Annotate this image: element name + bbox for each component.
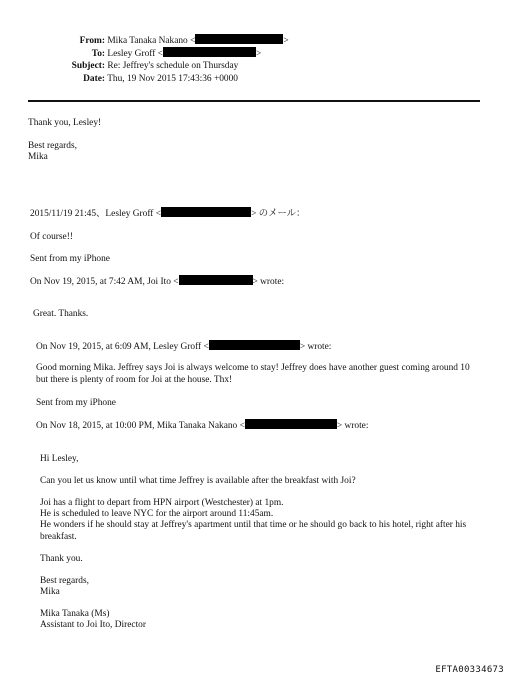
- header-from: [40, 34, 289, 47]
- signature-name: Mika Tanaka (Ms): [40, 609, 110, 619]
- quote4-para-line: He is scheduled to leave NYC for the airport around 11:45am.: [40, 509, 274, 519]
- bracket-close: >: [255, 49, 262, 59]
- date-label: Date:: [83, 74, 105, 84]
- redaction-box: [209, 340, 300, 350]
- subject-value: Re: Jeffrey's schedule on Thursday: [107, 61, 239, 71]
- quote1-header-suffix: > のメール：: [251, 209, 306, 219]
- quote1-sent: Sent from my iPhone: [30, 254, 110, 264]
- redaction-box: [195, 34, 283, 44]
- quote3-header-suffix: > wrote:: [299, 342, 332, 352]
- signature-title: Assistant to Joi Ito, Director: [40, 620, 146, 630]
- quote4-greeting: Hi Lesley,: [40, 454, 79, 464]
- quote2-line: Great. Thanks.: [33, 309, 89, 319]
- subject-label: Subject:: [71, 61, 105, 71]
- redaction-box: [179, 275, 253, 285]
- redaction-box: [245, 419, 337, 429]
- quote1-header: [30, 207, 305, 220]
- reply-text: Thank you, Lesley!: [28, 118, 102, 128]
- from-name: Mika Tanaka Nakano <: [107, 36, 196, 46]
- attribution-suffix: > wrote:: [336, 421, 369, 431]
- quote3-body: Good morning Mika. Jeffrey says Joi is always welcome to stay! Jeffrey does have another guest coming around 10 but there is plenty of room for Joi at the house. Thx!: [36, 363, 470, 385]
- quote4-para-line: He wonders if he should stay at Jeffrey's apartment until that time or he should go back to his hotel, right after his breakfast.: [40, 520, 467, 542]
- attribution-suffix: > wrote:: [252, 277, 285, 287]
- quote3-sent: Sent from my iPhone: [36, 398, 116, 408]
- quote1-header-prefix: 2015/11/19 21:45、Lesley Groff <: [30, 209, 162, 219]
- bracket-close: >: [283, 36, 289, 46]
- quote3-header-prefix: On Nov 19, 2015, at 6:09 AM, Lesley Groff <: [36, 342, 209, 352]
- quote4-question: Can you let us know until what time Jeffrey is available after the breakfast with Joi?: [40, 476, 356, 486]
- header-date: [40, 73, 238, 85]
- attribution-prefix: On Nov 19, 2015, at 7:42 AM, Joi Ito <: [30, 277, 179, 287]
- reply-regards: Best regards,: [28, 141, 77, 151]
- quote1-attribution: [30, 275, 284, 288]
- reply-name: Mika: [28, 152, 48, 162]
- attribution-prefix: On Nov 18, 2015, at 10:00 PM, Mika Tanaka Nakano <: [36, 421, 245, 431]
- header-subject: [40, 60, 238, 72]
- redaction-box: [161, 207, 251, 217]
- to-label: To:: [91, 49, 105, 59]
- quote4-regards: Best regards,: [40, 576, 89, 586]
- date-value: Thu, 19 Nov 2015 17:43:36 +0000: [107, 74, 238, 84]
- quote3-attribution: [36, 419, 368, 432]
- document-id: EFTA00334673: [435, 665, 504, 675]
- header-to: [40, 47, 261, 60]
- to-name: Lesley Groff <: [107, 49, 163, 59]
- quote1-line: Of course!!: [30, 232, 73, 242]
- redaction-box: [163, 47, 256, 57]
- quote4-para-line: Joi has a flight to depart from HPN airport (Westchester) at 1pm.: [40, 498, 284, 508]
- from-label: From:: [79, 36, 105, 46]
- quote4-thanks: Thank you.: [40, 554, 83, 564]
- quote3-header: [36, 340, 331, 353]
- quote4-name: Mika: [40, 587, 60, 597]
- header-divider: [28, 100, 480, 102]
